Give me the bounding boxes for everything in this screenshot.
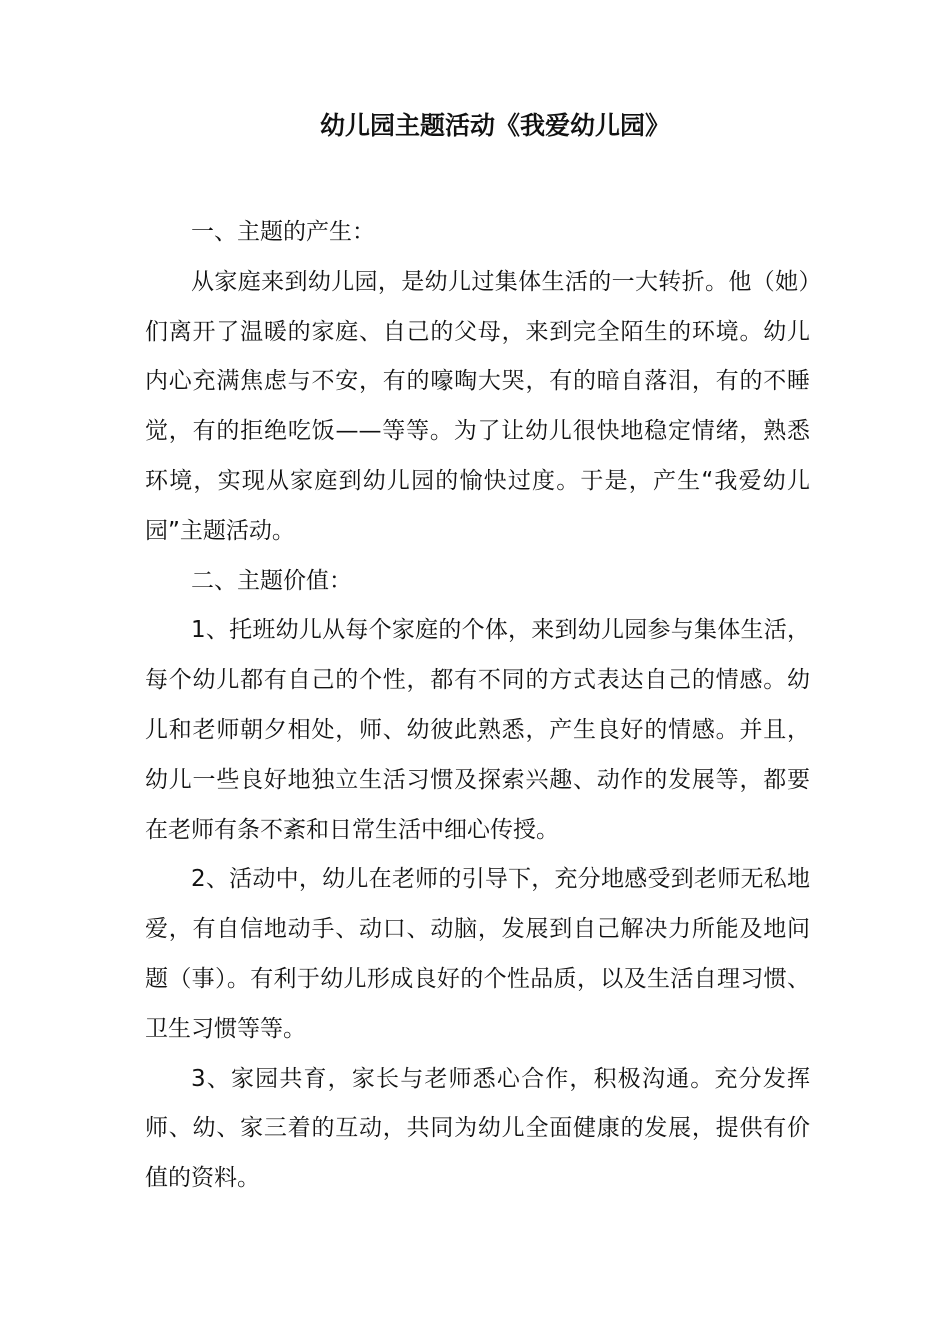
- paragraph-origin: 从家庭来到幼儿园，是幼儿过集体生活的一大转折。他（她）们离开了温暖的家庭、自己的父母，来到完全陌生的环境。幼儿内心充满焦虑与不安，有的嚎啕大哭，有的暗自落泪，有的不睡觉，有的拒绝吃饭——等等。为了让幼儿很快地稳定情绪，熟悉环境，实现从家庭到幼儿园的愉快过度。于是，产生“我爱幼儿园”主题活动。: [145, 268, 810, 544]
- paragraph-value-2: 2、活动中，幼儿在老师的引导下，充分地感受到老师无私地爱，有自信地动手、动口、动脑，发展到自己解决力所能及地问题（事）。有利于幼儿形成良好的个性品质，以及生活自理习惯、卫生习惯等等。: [145, 866, 810, 1042]
- section-heading-value: 二、主题价值：: [191, 567, 352, 594]
- document-title: 幼儿园主题活动《我爱幼儿园》: [319, 111, 670, 140]
- paragraph-value-3: 3、家园共育，家长与老师悉心合作，积极沟通。充分发挥师、幼、家三着的互动，共同为幼儿全面健康的发展，提供有价值的资料。: [145, 1065, 810, 1192]
- paragraph-value-1: 1、托班幼儿从每个家庭的个体，来到幼儿园参与集体生活，每个幼儿都有自己的个性，都有不同的方式表达自己的情感。幼儿和老师朝夕相处，师、幼彼此熟悉，产生良好的情感。并且，幼儿一些良好地独立生活习惯及探索兴趣、动作的发展等，都要在老师有条不紊和日常生活中细心传授。: [145, 617, 810, 843]
- section-heading-origin: 一、主题的产生：: [191, 219, 375, 245]
- document-body: [145, 208, 810, 1204]
